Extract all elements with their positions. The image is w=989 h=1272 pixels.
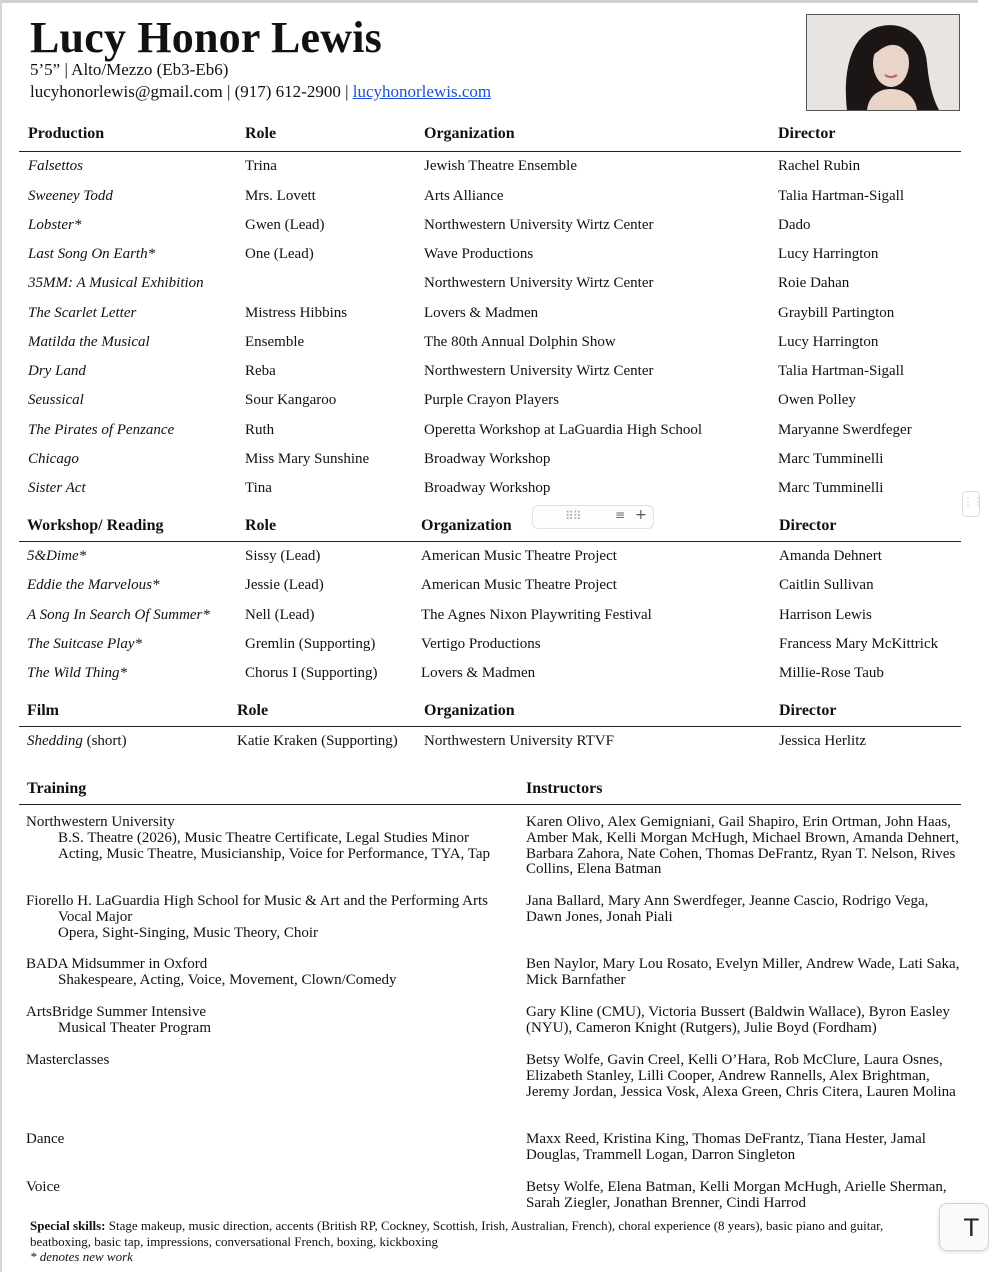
film-title-italic: Shedding <box>27 733 83 749</box>
production-director: Marc Tumminelli <box>778 451 884 467</box>
training-detail: Opera, Sight-Singing, Music Theory, Choir <box>58 924 318 941</box>
film-title-suffix: (short) <box>82 733 127 749</box>
workshop-role: Chorus I (Supporting) <box>245 665 378 681</box>
production-organization: The 80th Annual Dolphin Show <box>424 334 616 350</box>
production-title: The Pirates of Penzance <box>28 422 175 438</box>
sort-icon[interactable]: ≡ <box>615 508 626 522</box>
production-director: Talia Hartman-Sigall <box>778 363 904 379</box>
workshop-title: A Song In Search Of Summer* <box>27 607 210 623</box>
film-organization: Northwestern University RTVF <box>424 733 614 749</box>
training-instructors: Gary Kline (CMU), Victoria Bussert (Baldwin Wallace), Byron Easley (NYU), Cameron Knight (Rutgers), Julie Boyd (Fordham) <box>526 1004 950 1036</box>
film-role: Katie Kraken (Supporting) <box>237 733 398 749</box>
production-header-organization: Organization <box>424 125 515 142</box>
production-role: Mistress Hibbins <box>245 305 348 321</box>
training-school: Voice <box>26 1179 60 1195</box>
training-entry <box>26 1180 524 1196</box>
production-organization: Purple Crayon Players <box>424 392 559 408</box>
training-entry <box>26 1005 524 1037</box>
text-style-button[interactable]: T <box>939 1203 989 1251</box>
training-detail: B.S. Theatre (2026), Music Theatre Certificate, Legal Studies Minor <box>58 829 470 846</box>
training-school: Northwestern University <box>26 814 175 830</box>
workshop-director: Francess Mary McKittrick <box>779 636 939 652</box>
training-instructors: Jana Ballard, Mary Ann Swerdfeger, Jeanne Cascio, Rodrigo Vega, Dawn Jones, Jonah Piali <box>526 893 929 925</box>
production-organization: Northwestern University Wirtz Center <box>424 275 654 291</box>
production-title: Last Song On Earth* <box>28 246 156 262</box>
production-title: Sweeney Todd <box>28 188 113 204</box>
row-drag-handle-icon[interactable]: ⋮⋮ <box>962 491 980 517</box>
production-role: Miss Mary Sunshine <box>245 451 370 467</box>
production-organization: Northwestern University Wirtz Center <box>424 363 654 379</box>
training-entry <box>26 815 524 862</box>
production-title: Dry Land <box>28 363 86 379</box>
production-title: 35MM: A Musical Exhibition <box>28 275 204 291</box>
production-header-role: Role <box>245 125 277 142</box>
production-director: Owen Polley <box>778 392 856 408</box>
training-instructors: Maxx Reed, Kristina King, Thomas DeFrantz, Tiana Hester, Jamal Douglas, Trammell Logan, Darron Singleton <box>526 1131 926 1163</box>
production-organization: Northwestern University Wirtz Center <box>424 217 654 233</box>
workshop-title: The Suitcase Play* <box>27 636 142 652</box>
workshop-organization: American Music Theatre Project <box>421 577 617 593</box>
workshop-title: 5&Dime* <box>27 548 87 564</box>
production-header-director: Director <box>778 125 836 142</box>
training-header: Training <box>27 780 87 797</box>
production-director: Maryanne Swerdfeger <box>778 422 912 438</box>
workshop-header-director: Director <box>779 517 837 534</box>
instructors-header: Instructors <box>526 780 603 797</box>
production-title: Matilda the Musical <box>28 334 150 350</box>
table-toolbar[interactable] <box>532 505 654 529</box>
training-instructors: Betsy Wolfe, Gavin Creel, Kelli O’Hara, Rob McClure, Laura Osnes, Elizabeth Stanley, Lilli Cooper, Andrew Rannells, Alex Brightman, Jeremy Jordan, Jessica Vosk, Alexa Green, Chris Citera, Lauren Molina <box>526 1052 956 1100</box>
production-role: Tina <box>245 480 272 496</box>
training-entry <box>26 957 524 989</box>
special-skills-line <box>30 1218 930 1249</box>
production-role: Ensemble <box>245 334 305 350</box>
film-header-organization: Organization <box>424 702 515 719</box>
workshop-director: Millie-Rose Taub <box>779 665 884 681</box>
headshot-photo <box>806 14 960 111</box>
workshop-role: Nell (Lead) <box>245 607 315 623</box>
production-header-production: Production <box>28 125 105 142</box>
training-school: ArtsBridge Summer Intensive <box>26 1004 206 1020</box>
production-role: Mrs. Lovett <box>245 188 316 204</box>
workshop-divider <box>19 541 961 542</box>
new-work-note: * denotes new work <box>30 1249 133 1264</box>
training-school: Dance <box>26 1131 65 1147</box>
training-entry <box>26 894 524 941</box>
resume-name: Lucy Honor Lewis <box>30 13 382 62</box>
production-organization: Wave Productions <box>424 246 534 262</box>
training-instructors: Ben Naylor, Mary Lou Rosato, Evelyn Miller, Andrew Wade, Lati Saka, Mick Barnfather <box>526 956 960 988</box>
film-header-role: Role <box>237 702 269 719</box>
film-header-film: Film <box>27 702 59 719</box>
workshop-director: Harrison Lewis <box>779 607 872 623</box>
production-title: Lobster* <box>28 217 82 233</box>
production-director: Lucy Harrington <box>778 246 879 262</box>
workshop-header-role: Role <box>245 517 277 534</box>
production-title: Chicago <box>28 451 79 467</box>
training-detail: Vocal Major <box>58 908 133 925</box>
production-organization: Jewish Theatre Ensemble <box>424 158 578 174</box>
production-title: Falsettos <box>28 158 83 174</box>
production-title: Sister Act <box>28 480 86 496</box>
resume-stats: 5’5” | Alto/Mezzo (Eb3-Eb6) <box>30 60 229 79</box>
workshop-organization: American Music Theatre Project <box>421 548 617 564</box>
production-role: Sour Kangaroo <box>245 392 337 408</box>
training-entry <box>26 1053 524 1069</box>
production-role: Reba <box>245 363 276 379</box>
production-organization: Arts Alliance <box>424 188 504 204</box>
training-detail: Musical Theater Program <box>58 1019 212 1036</box>
drag-handle-icon[interactable]: ⠿⠿ <box>565 509 581 523</box>
workshop-header-organization: Organization <box>421 517 512 534</box>
training-detail: Shakespeare, Acting, Voice, Movement, Clown/Comedy <box>58 971 397 988</box>
workshop-organization: The Agnes Nixon Playwriting Festival <box>421 607 652 623</box>
special-skills-label: Special skills: <box>30 1218 106 1233</box>
production-director: Dado <box>778 217 811 233</box>
training-school: Fiorello H. LaGuardia High School for Music & Art and the Performing Arts <box>26 893 489 909</box>
film-title <box>27 732 127 750</box>
training-divider <box>19 804 961 805</box>
production-director: Lucy Harrington <box>778 334 879 350</box>
workshop-director: Caitlin Sullivan <box>779 577 874 593</box>
production-title: Seussical <box>28 392 84 408</box>
production-title: The Scarlet Letter <box>28 305 137 321</box>
special-skills <box>30 1218 930 1265</box>
production-director: Marc Tumminelli <box>778 480 884 496</box>
production-organization: Lovers & Madmen <box>424 305 539 321</box>
workshop-role: Sissy (Lead) <box>245 548 321 564</box>
workshop-director: Amanda Dehnert <box>779 548 882 564</box>
training-instructors: Karen Olivo, Alex Gemigniani, Gail Shapiro, Erin Ortman, John Haas, Amber Mak, Kelli Morgan McHugh, Michael Brown, Amanda Dehnert, Barbara Zahora, Nate Cohen, Thomas DeFrantz, Ryan T. Nelson, Rives Collins, Elena Batman <box>526 814 959 878</box>
training-school: BADA Midsummer in Oxford <box>26 956 208 972</box>
production-role: Ruth <box>245 422 275 438</box>
page-left-border <box>0 0 2 1272</box>
production-role: One (Lead) <box>245 246 314 262</box>
special-skills-text: Stage makeup, music direction, accents (British RP, Cockney, Scottish, Irish, Australian, French), choral experience (8 years), basic piano and guitar, beatboxing, basic tap, impressions, conversational French, boxing, kickboxing <box>30 1218 884 1249</box>
production-organization: Broadway Workshop <box>424 451 551 467</box>
production-divider <box>19 151 961 152</box>
resume-contact <box>30 82 491 102</box>
training-instructors: Betsy Wolfe, Elena Batman, Kelli Morgan McHugh, Arielle Sherman, Sarah Ziegler, Jonathan Brenner, Cindi Harrod <box>526 1179 947 1211</box>
production-role: Trina <box>245 158 277 174</box>
production-director: Roie Dahan <box>778 275 850 291</box>
website-link[interactable]: lucyhonorlewis.com <box>352 82 492 101</box>
workshop-role: Jessie (Lead) <box>245 577 324 593</box>
production-director: Talia Hartman-Sigall <box>778 188 904 204</box>
page-top-border <box>0 0 978 3</box>
add-icon[interactable]: + <box>635 507 647 523</box>
workshop-organization: Vertigo Productions <box>421 636 541 652</box>
training-detail: Acting, Music Theatre, Musicianship, Voice for Performance, TYA, Tap <box>58 845 491 862</box>
film-divider <box>19 726 961 727</box>
workshop-title: The Wild Thing* <box>27 665 128 681</box>
production-organization: Operetta Workshop at LaGuardia High School <box>424 422 703 438</box>
film-header-director: Director <box>779 702 837 719</box>
production-organization: Broadway Workshop <box>424 480 551 496</box>
film-director: Jessica Herlitz <box>779 733 867 749</box>
workshop-role: Gremlin (Supporting) <box>245 636 376 652</box>
workshop-organization: Lovers & Madmen <box>421 665 536 681</box>
production-director: Rachel Rubin <box>778 158 861 174</box>
training-entry <box>26 1132 524 1148</box>
production-director: Graybill Partington <box>778 305 895 321</box>
workshop-title: Eddie the Marvelous* <box>27 577 160 593</box>
contact-text: lucyhonorlewis@gmail.com | (917) 612-2900 | <box>30 82 353 101</box>
production-role: Gwen (Lead) <box>245 217 325 233</box>
training-school: Masterclasses <box>26 1052 110 1068</box>
workshop-header-workshop: Workshop/ Reading <box>27 517 164 534</box>
